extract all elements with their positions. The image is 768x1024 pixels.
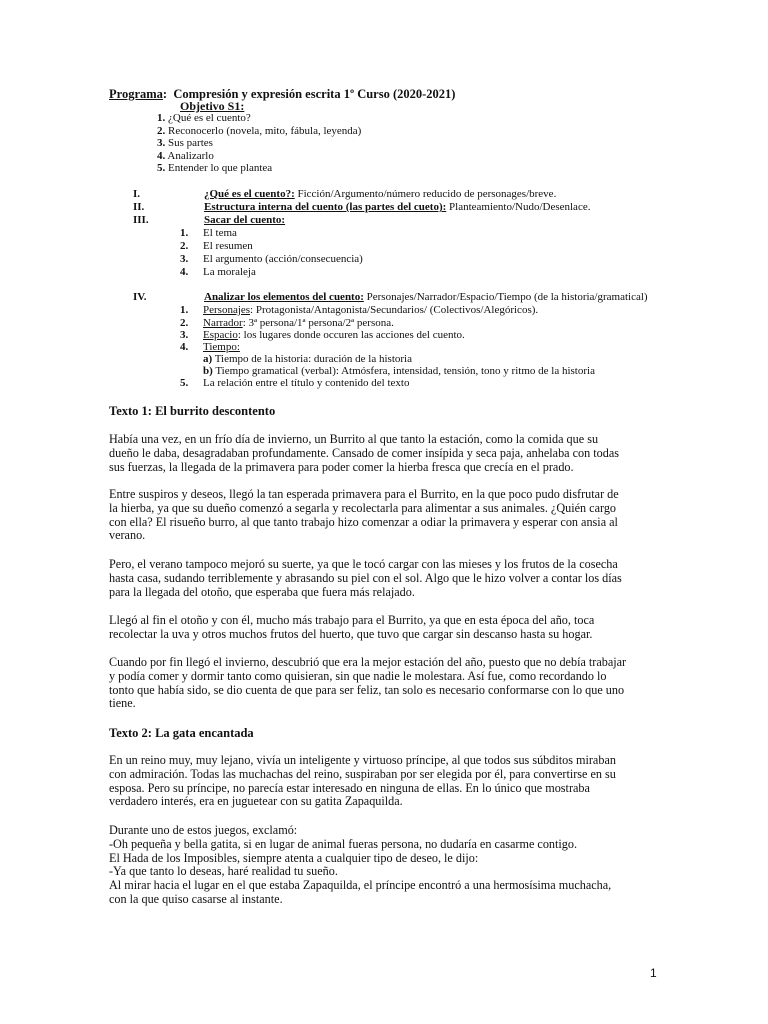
list-item: 2. El resumen [180, 240, 253, 252]
list-item: 3. El argumento (acción/consecuencia) [180, 253, 363, 265]
objective-heading: Objetivo S1: [180, 99, 245, 113]
objectives-list [157, 112, 361, 175]
texto2-title: Texto 2: La gata encantada [109, 726, 254, 740]
list-item: 5. La relación entre el título y contenido del texto [180, 377, 410, 389]
list-item: 1. ¿Qué es el cuento? [157, 112, 251, 124]
program-header: Programa: Compresión y expresión escrita 1º Curso (2020-2021) [109, 87, 456, 101]
list-item: 1. El tema [180, 227, 237, 239]
section-i: I. ¿Qué es el cuento?: Ficción/Argumento/número reducido de personages/breve. [133, 188, 557, 200]
list-item: 2. Reconocerlo (novela, mito, fábula, leyenda) [157, 124, 362, 137]
list-item: b) Tiempo gramatical (verbal): Atmósfera, intensidad, tensión, tono y ritmo de la historia [203, 365, 595, 377]
program-label: Programa [109, 87, 163, 101]
list-item: 4. Tiempo: [180, 341, 240, 353]
section-ii: II. Estructura interna del cuento (las partes del cueto): Planteamiento/Nudo/Desenlace. [133, 201, 591, 213]
list-item: 4. Analizarlo [157, 149, 214, 162]
program-title: Compresión y expresión escrita 1º Curso (2020-2021) [173, 87, 456, 101]
section-iv: IV. Analizar los elementos del cuento: Personajes/Narrador/Espacio/Tiempo (de la historia/gramatical) [133, 291, 648, 303]
texto1-paragraph-5: Cuando por fin llegó el invierno, descubrió que era la mejor estación del año, puesto que no debía trabajar y podía comer y dormir tanto como quisieran, sin que nadie le molestara. Así fue, como recordando lo tonto que había sido, se dio cuenta de que para ser feliz, tan solo es necesario conformarse con lo que uno tiene. [109, 655, 627, 711]
texto1-paragraph-2: Entre suspiros y deseos, llegó la tan esperada primavera para el Burrito, en la que poco pudo disfrutar de la hierba, ya que su dueño comenzó a segarla y recolectarla para alimentar a sus animales. ¿Quién cargo con ella? El risueño burro, al que tanto trabajo hizo comenzar a odiar la primavera y esperar con ansia al verano. [109, 487, 619, 543]
texto2-paragraph-2: Durante uno de estos juegos, exclamó: -Oh pequeña y bella gatita, si en lugar de animal fueras persona, no dudaría en casarme contigo. El Hada de los Imposibles, siempre atenta a cualquier tipo de deseo, le dijo: -Ya que tanto lo deseas, haré realidad tu sueño. Al mirar hacia el lugar en el que estaba Zapaquilda, el príncipe encontró a una hermosísima muchacha, con la que quiso casarse al instante. [109, 823, 612, 906]
texto1-title: Texto 1: El burrito descontento [109, 404, 276, 418]
texto1-paragraph-3: Pero, el verano tampoco mejoró su suerte, ya que le tocó cargar con las mieses y los frutos de la cosecha hasta casa, sudando terriblemente y abrasando su piel con el sol. Algo que le hizo volver a contar los días para la llegada del otoño, que esperaba que fuera más relajado. [109, 557, 622, 599]
list-item: 5. Entender lo que plantea [157, 162, 273, 175]
list-item: 1. Personajes: Protagonista/Antagonista/Secundarios/ (Colectivos/Alegóricos). [180, 304, 539, 316]
section-iii: III. Sacar del cuento: [133, 214, 286, 226]
texto2-paragraph-1: En un reino muy, muy lejano, vivía un inteligente y virtuoso príncipe, al que todos sus súbditos miraban con admiración. Todas las muchachas del reino, suspiraban por ser elegida por él, para convertirse en su esposa. Pero su príncipe, no parecía estar interesado en ninguna de ellas. En lo único que mostraba verdadero interés, era en juguetear con su gatita Zapaquilda. [109, 753, 616, 809]
list-item: 3. Espacio: los lugares donde occuren las acciones del cuento. [180, 329, 465, 341]
texto1-paragraph-1: Había una vez, en un frío día de invierno, un Burrito al que tanto la estación, como la comida que su dueño le daba, desagradaban profundamente. Cansado de comer insípida y seca paja, anhelaba con todas sus fuerzas, la llegada de la primavera para poder comer la hierba fresca que crecía en el prado. [109, 432, 619, 474]
list-item: 4. La moraleja [180, 266, 256, 278]
list-item: 2. Narrador: 3ª persona/1ª persona/2ª persona. [180, 317, 394, 329]
page-number: 1 [650, 966, 657, 980]
list-item: a) Tiempo de la historia: duración de la historia [203, 353, 412, 365]
texto1-paragraph-4: Llegó al fin el otoño y con él, mucho más trabajo para el Burrito, ya que en esta época del año, toca recolectar la uva y otros muchos frutos del huerto, que tuvo que cargar sin descanso hasta su hogar. [109, 613, 595, 641]
list-item: 3. Sus partes [157, 137, 213, 150]
